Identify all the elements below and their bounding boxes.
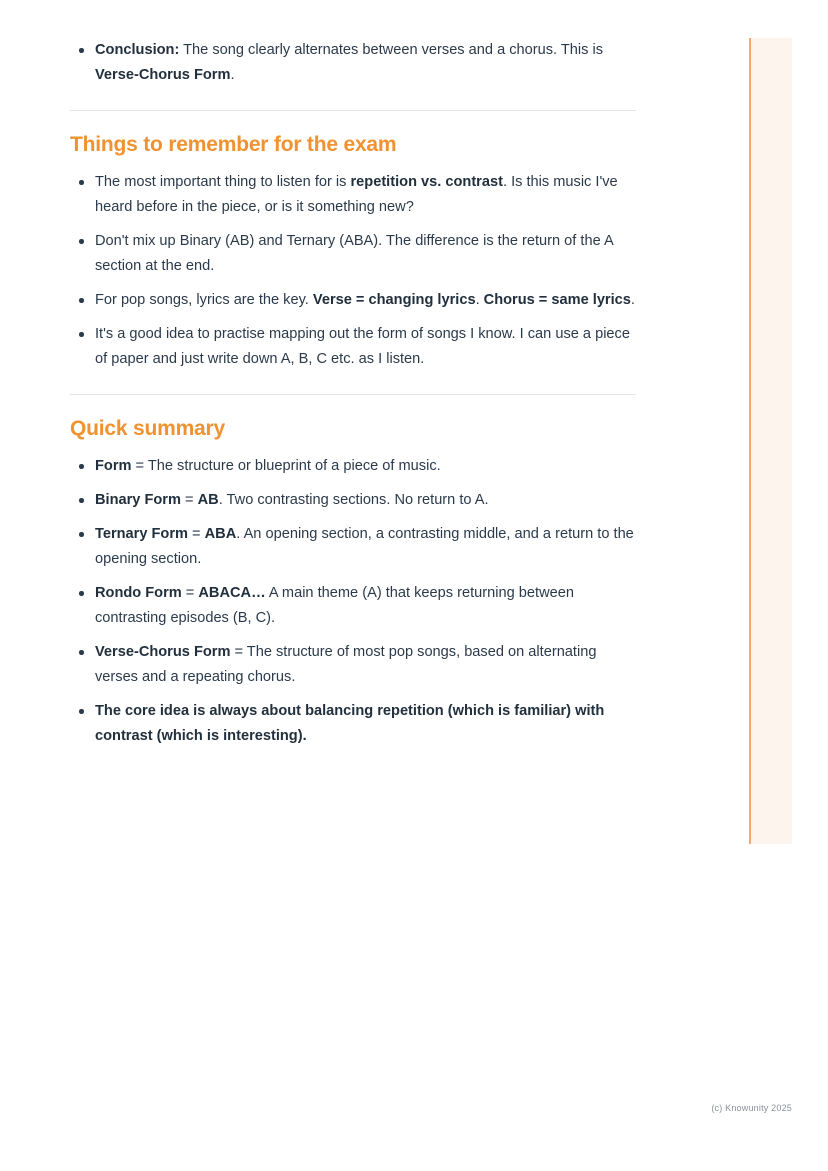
emphasis-text: AB bbox=[197, 492, 219, 508]
quick-summary-list bbox=[70, 454, 636, 749]
list-item bbox=[70, 488, 636, 513]
emphasis-text: Verse-Chorus Form bbox=[95, 644, 231, 660]
body-text: = bbox=[181, 585, 199, 601]
body-text: For pop songs, lyrics are the key. bbox=[95, 292, 313, 308]
section-heading: Quick summary bbox=[70, 417, 225, 440]
emphasis-text: Binary Form bbox=[95, 492, 181, 508]
body-text: = The structure of most pop songs, based on alternating verses and a repeating chorus. bbox=[95, 644, 597, 685]
body-text: . Two contrasting sections. No return to A. bbox=[218, 492, 489, 508]
body-text: It's a good idea to practise mapping out the form of songs I know. I can use a piece of paper and just write down A, B, C etc. as I listen. bbox=[95, 326, 630, 367]
conclusion-list bbox=[70, 38, 636, 88]
body-text: The most important thing to listen for is bbox=[95, 174, 351, 190]
list-item bbox=[70, 640, 636, 690]
list-item bbox=[70, 522, 636, 572]
section-exam-tips bbox=[70, 133, 636, 372]
body-text: . An opening section, a contrasting middle, and a return to the opening section. bbox=[95, 526, 634, 567]
list-item bbox=[70, 454, 636, 479]
section-quick-summary bbox=[70, 417, 636, 749]
body-text: . bbox=[630, 292, 635, 308]
emphasis-text: Form bbox=[95, 458, 132, 474]
emphasis-text: The core idea is always about balancing repetition (which is familiar) with contrast (which is interesting). bbox=[95, 703, 605, 744]
emphasis-text: Rondo Form bbox=[95, 585, 182, 601]
section-heading: Things to remember for the exam bbox=[70, 133, 397, 156]
section-divider-2 bbox=[70, 394, 636, 395]
emphasis-text: Verse = changing lyrics bbox=[312, 292, 476, 308]
body-text: = bbox=[188, 526, 205, 542]
page-footer bbox=[0, 1103, 792, 1113]
list-item bbox=[70, 699, 636, 749]
emphasis-text: Ternary Form bbox=[95, 526, 188, 542]
emphasis-text: ABACA… bbox=[198, 585, 266, 601]
emphasis-text: ABA bbox=[204, 526, 237, 542]
section-divider-1 bbox=[70, 110, 636, 111]
list-item bbox=[70, 229, 636, 279]
body-text: Don't mix up Binary (AB) and Ternary (ABA). The difference is the return of the A section at the end. bbox=[95, 233, 613, 274]
emphasis-text: repetition vs. contrast bbox=[350, 174, 503, 190]
body-text: The song clearly alternates between verses and a chorus. This is bbox=[179, 42, 604, 58]
body-text: . bbox=[230, 67, 235, 83]
decorative-side-strip bbox=[749, 38, 792, 844]
list-item bbox=[70, 288, 636, 313]
body-text: . bbox=[475, 292, 484, 308]
emphasis-text: Conclusion: bbox=[95, 42, 180, 58]
body-text: . Is this music I've heard before in the piece, or is it something new? bbox=[95, 174, 618, 215]
emphasis-text: Chorus = same lyrics bbox=[483, 292, 631, 308]
body-text: = The structure or blueprint of a piece of music. bbox=[131, 458, 441, 474]
list-item bbox=[70, 581, 636, 631]
exam-tips-list bbox=[70, 170, 636, 372]
body-text: = bbox=[180, 492, 198, 508]
emphasis-text: Verse-Chorus Form bbox=[95, 67, 231, 83]
list-item bbox=[70, 170, 636, 220]
body-text: A main theme (A) that keeps returning between contrasting episodes (B, C). bbox=[95, 585, 574, 626]
list-item bbox=[70, 38, 636, 88]
copyright-text: (c) Knowunity 2025 bbox=[711, 1103, 792, 1113]
document-content bbox=[70, 38, 636, 758]
list-item bbox=[70, 322, 636, 372]
